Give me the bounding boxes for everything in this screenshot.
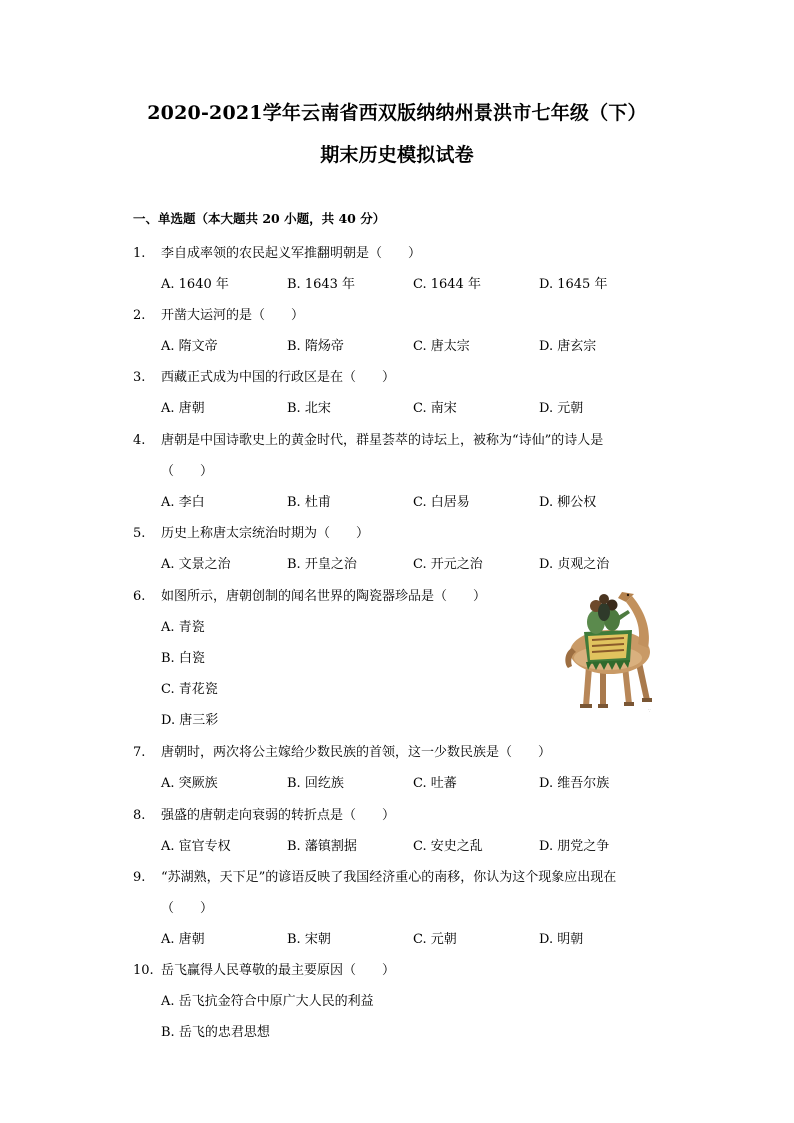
option-c: C. 元朝 [413, 932, 457, 947]
section-header: 一、单选题（本大题共 20 小题，共 40 分） [133, 211, 386, 226]
option-d: D. 明朝 [539, 932, 584, 947]
option-b: B. 杜甫 [287, 495, 331, 510]
option-a: A. 岳飞抗金符合中原广大人民的利益 [161, 994, 374, 1009]
question-text-continued: （ ） [161, 464, 214, 479]
option-b: B. 隋炀帝 [287, 339, 344, 354]
page-title-line-1: 2020-2021学年云南省西双版纳纳州景洪市七年级（下） [147, 102, 647, 124]
option-a: A. 文景之治 [161, 557, 231, 572]
question-number: 3. [133, 370, 146, 385]
option-c: C. 青花瓷 [161, 682, 218, 697]
question-text: 强盛的唐朝走向衰弱的转折点是（ ） [161, 808, 396, 823]
option-b: B. 北宋 [287, 401, 331, 416]
option-b: B. 藩镇割据 [287, 839, 357, 854]
question-text-continued: （ ） [161, 901, 214, 916]
question-number: 1. [133, 246, 146, 261]
question-text: “苏湖熟，天下足”的谚语反映了我国经济重心的南移，你认为这个现象应出现在 [161, 870, 617, 885]
question-number: 9. [133, 870, 146, 885]
question-number: 8. [133, 808, 146, 823]
option-c: C. 南宋 [413, 401, 457, 416]
question-number: 6. [133, 589, 146, 604]
question-number: 5. [133, 526, 146, 541]
option-b: B. 开皇之治 [287, 557, 357, 572]
question-number: 4. [133, 433, 146, 448]
svg-text:∵: ∵ [648, 708, 651, 713]
option-c: C. 吐蕃 [413, 776, 457, 791]
tang-sancai-camel-image [556, 582, 662, 714]
option-d: D. 维吾尔族 [539, 776, 610, 791]
question-number: 2. [133, 308, 146, 323]
question-text: 历史上称唐太宗统治时期为（ ） [161, 526, 370, 541]
question-text: 西藏正式成为中国的行政区是在（ ） [161, 370, 396, 385]
option-c: C. 开元之治 [413, 557, 483, 572]
option-d: D. 唐玄宗 [539, 339, 597, 354]
question-text: 开凿大运河的是（ ） [161, 308, 305, 323]
option-a: A. 唐朝 [161, 932, 205, 947]
option-b: B. 宋朝 [287, 932, 331, 947]
option-a: A. 唐朝 [161, 401, 205, 416]
option-a: A. 突厥族 [161, 776, 218, 791]
option-b: B. 白瓷 [161, 651, 205, 666]
option-d: D. 贞观之治 [539, 557, 610, 572]
option-b: B. 回纥族 [287, 776, 344, 791]
page-title-line-2: 期末历史模拟试卷 [320, 144, 474, 166]
option-d: D. 朋党之争 [539, 839, 610, 854]
option-d: D. 元朝 [539, 401, 584, 416]
question-text: 如图所示，唐朝创制的闻名世界的陶瓷器珍品是（ ） [161, 589, 487, 604]
option-a: A. 青瓷 [161, 620, 205, 635]
question-text: 李自成率领的农民起义军推翻明朝是（ ） [161, 246, 422, 261]
option-c: C. 1644 年 [413, 277, 481, 292]
option-d: D. 柳公权 [539, 495, 597, 510]
option-b: B. 1643 年 [287, 277, 356, 292]
question-number: 7. [133, 745, 146, 760]
option-a: A. 李白 [161, 495, 205, 510]
question-number: 10. [133, 963, 154, 978]
option-c: C. 白居易 [413, 495, 470, 510]
question-text: 唐朝时，两次将公主嫁给少数民族的首领，这一少数民族是（ ） [161, 745, 552, 760]
option-d: D. 唐三彩 [161, 713, 219, 728]
option-a: A. 隋文帝 [161, 339, 218, 354]
option-c: C. 安史之乱 [413, 839, 483, 854]
option-d: D. 1645 年 [539, 277, 608, 292]
question-text: 唐朝是中国诗歌史上的黄金时代，群星荟萃的诗坛上，被称为“诗仙”的诗人是 [161, 433, 604, 448]
question-text: 岳飞赢得人民尊敬的最主要原因（ ） [161, 963, 396, 978]
option-a: A. 宦官专权 [161, 839, 231, 854]
option-c: C. 唐太宗 [413, 339, 470, 354]
option-b: B. 岳飞的忠君思想 [161, 1025, 270, 1040]
option-a: A. 1640 年 [161, 277, 229, 292]
